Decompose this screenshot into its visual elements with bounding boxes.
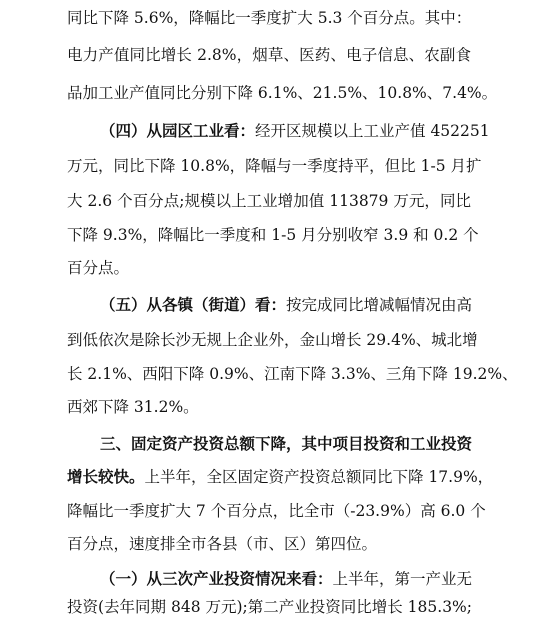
text-run: 按完成同比增减幅情况由高 — [286, 296, 473, 314]
text-line-17 — [100, 569, 471, 589]
text-run: 同比下降 5.6%，降幅比一季度扩大 5.3 个百分点。其中： — [67, 9, 472, 27]
text-line-5 — [67, 156, 482, 176]
text-run: 降幅比一季度扩大 7 个百分点，比全市（-23.9%）高 6.0 个 — [67, 502, 486, 520]
text-line-15 — [67, 501, 486, 521]
text-run: 西郊下降 31.2%。 — [67, 398, 199, 416]
text-run: 长 2.1%、西阳下降 0.9%、江南下降 3.3%、三角下降 19.2%、 — [67, 365, 518, 383]
text-line-2 — [67, 45, 471, 65]
text-run: 上半年，第一产业无 — [332, 570, 473, 588]
text-run: 上半年，全区固定资产投资总额同比下降 17.9%， — [144, 468, 494, 486]
text-line-8 — [67, 258, 129, 278]
text-line-12 — [67, 397, 199, 417]
text-line-4 — [100, 121, 490, 141]
text-line-11 — [67, 364, 518, 384]
text-run: 百分点，速度排全市各县（市、区）第四位。 — [67, 535, 378, 553]
text-run: 百分点。 — [67, 259, 130, 277]
section-heading-investment: 三、固定资产投资总额下降，其中项目投资和工业投资 — [100, 434, 473, 453]
text-line-7 — [67, 225, 479, 245]
text-run: 经开区规模以上工业产值 452251 — [255, 122, 490, 140]
text-run: 电力产值同比增长 2.8%，烟草、医药、电子信息、农副食 — [67, 46, 471, 64]
text-line-13 — [100, 434, 471, 454]
text-run: 万元，同比下降 10.8%，降幅与一季度持平，但比 1-5 月扩 — [67, 157, 482, 175]
text-line-3 — [67, 83, 498, 103]
section-heading-towns: （五）从各镇（街道）看： — [100, 295, 287, 314]
section-heading-investment-cont: 增长较快。 — [67, 467, 145, 486]
text-line-9 — [100, 295, 471, 315]
text-run: 下降 9.3%，降幅比一季度和 1-5 月分别收窄 3.9 和 0.2 个 — [67, 226, 479, 244]
text-line-16 — [67, 534, 377, 554]
text-line-10 — [67, 330, 478, 350]
text-run: 到低依次是除长沙无规上企业外，金山增长 29.4%、城北增 — [67, 331, 478, 349]
text-run: 大 2.6 个百分点;规模以上工业增加值 113879 万元，同比 — [67, 192, 471, 210]
text-line-6 — [67, 191, 471, 211]
text-line-1 — [67, 8, 471, 28]
text-line-14 — [67, 467, 494, 487]
text-run: 投资(去年同期 848 万元);第二产业投资同比增长 185.3%; — [67, 598, 473, 616]
section-heading-park: （四）从园区工业看： — [100, 121, 256, 140]
text-run: 品加工业产值同比分别下降 6.1%、21.5%、10.8%、7.4%。 — [67, 84, 498, 102]
section-heading-industries: （一）从三次产业投资情况来看： — [100, 569, 333, 588]
text-line-18 — [67, 597, 471, 617]
